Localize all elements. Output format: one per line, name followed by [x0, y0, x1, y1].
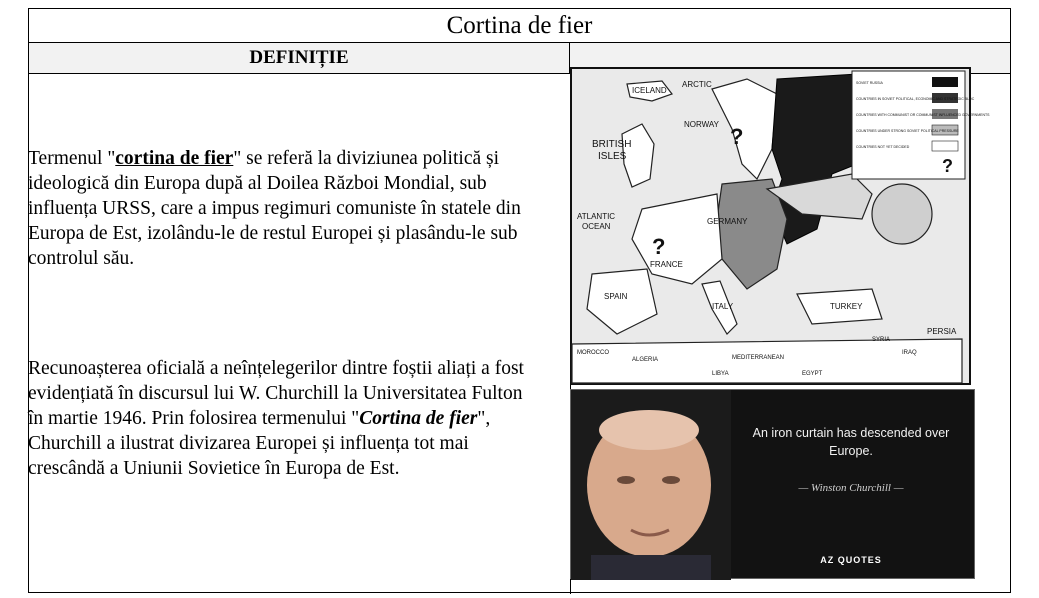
- paragraph2-before: Recunoașterea oficială a neînțelegerilor dintre foștii aliați a fost evidențiată în discursul lui W. Churchill la Universitatea Fulton în martie 1946. Prin folosirea termenului ": [28, 358, 524, 429]
- map-label-arctic: ARCTIC: [682, 80, 712, 89]
- legend-text-3: COUNTRIES WITH COMMUNIST OR COMMUNIST INFLUENCED GOVERNMENTS: [856, 113, 990, 117]
- definition-paragraph: [28, 146, 528, 271]
- cold-war-map-image: [570, 67, 990, 385]
- map-label-algeria: ALGERIA: [632, 357, 659, 363]
- map-label-isles: ISLES: [598, 151, 627, 162]
- quote-brand-logo: AZ QUOTES: [820, 555, 882, 565]
- legend-swatch-1: [932, 77, 958, 87]
- map-label-germany: GERMANY: [707, 217, 748, 226]
- map-label-norway: NORWAY: [684, 120, 719, 129]
- paragraph2-after: ", Churchill a ilustrat divizarea Europei și influența tot mai crescândă a Uniunii Sovietice în Europa de Est.: [28, 408, 491, 479]
- map-illustration: [572, 69, 990, 383]
- question-mark-norway: ?: [730, 124, 744, 149]
- quote-author: — Winston Churchill —: [798, 482, 904, 494]
- legend-question-mark: ?: [942, 156, 953, 176]
- map-label-british: BRITISH: [592, 139, 632, 150]
- legend-swatch-5: [932, 141, 958, 151]
- map-label-spain: SPAIN: [604, 292, 628, 301]
- paragraph1-before: Termenul ": [28, 148, 116, 169]
- churchill-paragraph: [28, 356, 528, 481]
- map-label-morocco: MOROCCO: [577, 350, 609, 356]
- legend-text-2: COUNTRIES IN SOVIET POLITICAL, ECONOMIC AND STRATEGIC BLOC: [856, 97, 975, 101]
- map-label-turkey: TURKEY: [830, 302, 863, 311]
- north-africa-shape: [572, 339, 962, 383]
- map-label-france: FRANCE: [650, 260, 683, 269]
- map-label-ocean: OCEAN: [582, 222, 611, 231]
- churchill-quote-image: [570, 389, 975, 579]
- question-mark-france: ?: [652, 234, 666, 259]
- churchill-portrait: [571, 390, 731, 580]
- map-label-italy: ITALY: [712, 302, 734, 311]
- map-label-atlantic: ATLANTIC: [577, 212, 616, 221]
- term-italic: Cortina de fier: [359, 408, 478, 429]
- map-label-libya: LIBYA: [712, 371, 729, 377]
- page-title: Cortina de fier: [29, 9, 1010, 43]
- quote-text: An iron curtain has descended over Europe.: [752, 426, 950, 458]
- map-label-iraq: IRAQ: [902, 350, 917, 356]
- quote-author-name: Winston Churchill: [811, 482, 891, 494]
- definition-header: DEFINIȚIE: [29, 43, 570, 73]
- stalin-head-shape: [872, 184, 932, 244]
- legend-text-1: SOVIET RUSSIA: [856, 81, 883, 85]
- map-label-egypt: EGYPT: [802, 371, 823, 377]
- term-link: cortina de fier: [115, 148, 234, 169]
- map-label-mediterranean: MEDITERRANEAN: [732, 355, 785, 361]
- map-label-syria: SYRIA: [872, 337, 891, 343]
- map-label-iceland: ICELAND: [632, 86, 667, 95]
- map-label-persia: PERSIA: [927, 327, 957, 336]
- legend-text-4: COUNTRIES UNDER STRONG SOVIET POLITICAL PRESSURE: [856, 129, 959, 133]
- legend-text-5: COUNTRIES NOT YET DECIDED: [856, 145, 910, 149]
- paragraph1-after: " se referă la diviziunea politică și ideologică din Europa după al Doilea Război Mondial, sub influența URSS, care a impus regimuri comuniste în statele din Europa de Est, izolându-le de restul Europei și plasându-le sub controlul său.: [28, 148, 521, 269]
